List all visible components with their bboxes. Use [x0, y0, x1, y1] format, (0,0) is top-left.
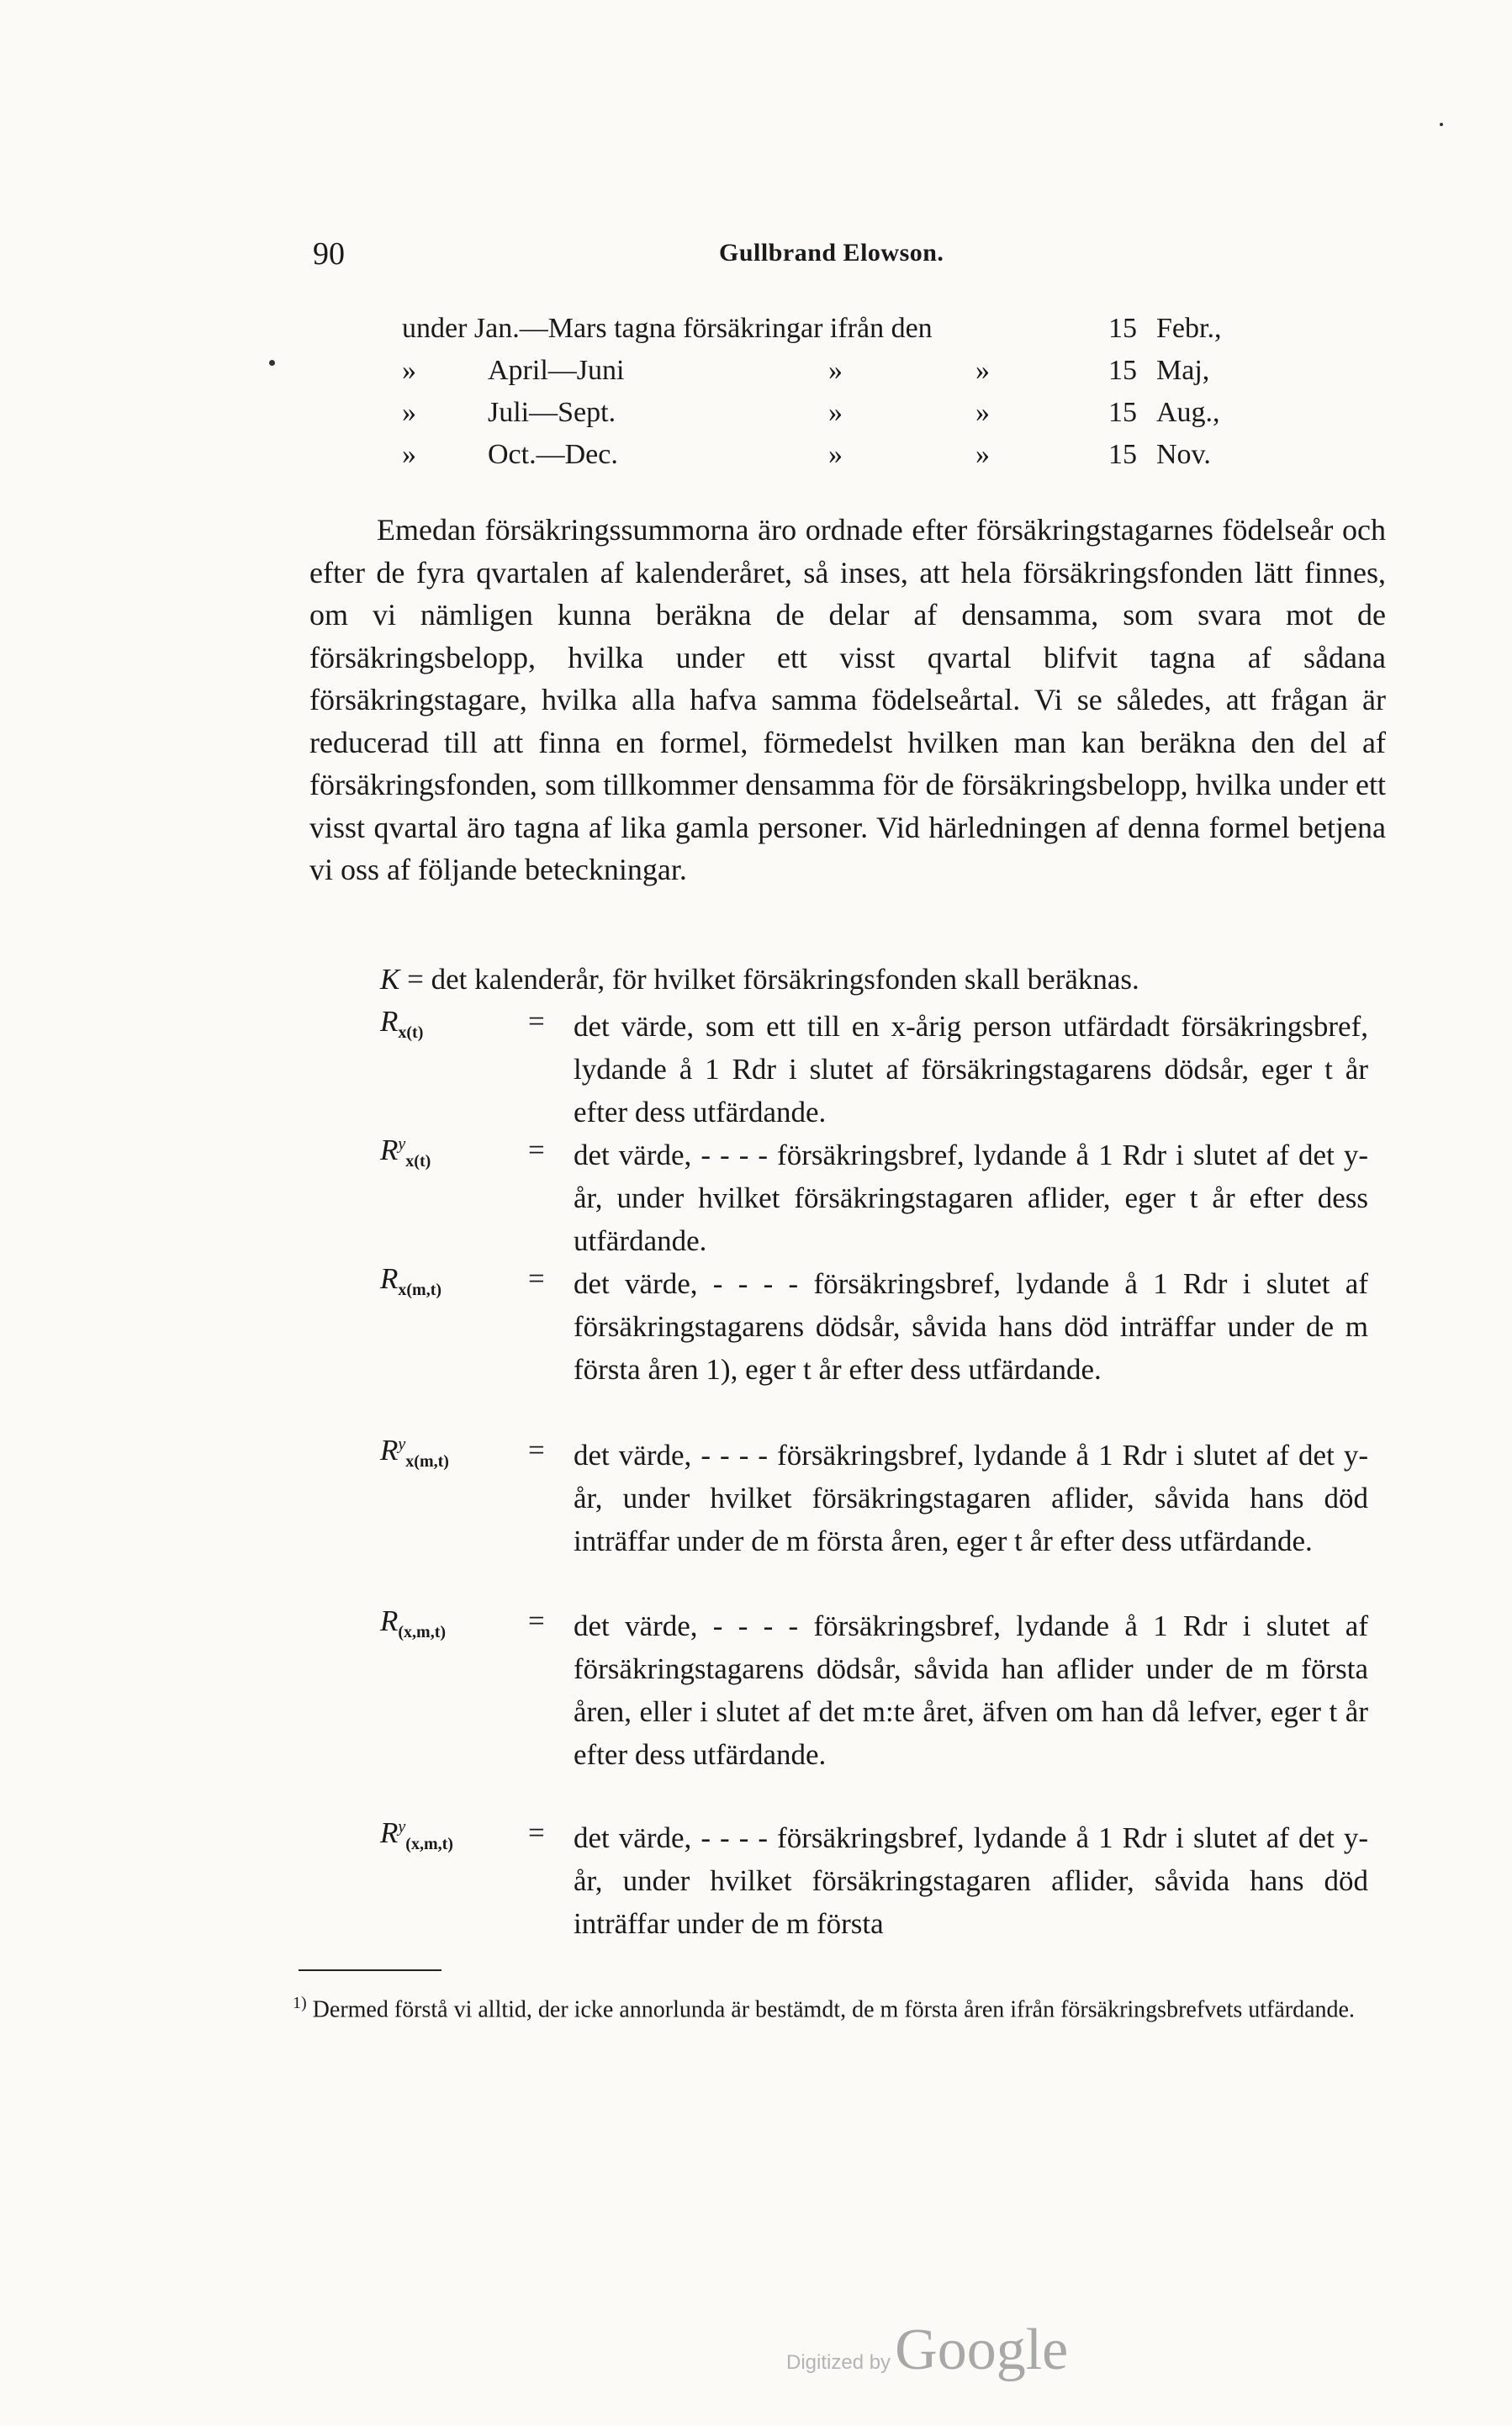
- running-title: Gullbrand Elowson.: [719, 239, 944, 267]
- date-months: Oct.—Dec.: [488, 439, 618, 470]
- definition-K: [380, 963, 1139, 996]
- footnote-rule: [299, 1969, 441, 1971]
- definition-text: det värde, - - - - försäkringsbref, lydande å 1 Rdr i slutet af det y-år, under hvilket försäkringstagaren aflider, såvida hans död inträffar under de m första åren, eger t år efter dess utfärdande.: [574, 1439, 1368, 1557]
- date-months: Juli—Sept.: [488, 397, 616, 428]
- definition-text: det värde, - - - - försäkringsbref, lydande å 1 Rdr i slutet af försäkringstagarens dödsår, såvida han aflider under de m första åren, eller i slutet af det m:te året, äfven om han då lefver, eger t år efter dess utfärdande.: [574, 1609, 1368, 1771]
- ditto-mark: »: [828, 439, 843, 470]
- date-month: Nov.: [1156, 439, 1211, 470]
- definition-symbol: $R_{x(m,t)}$: [380, 1262, 442, 1299]
- date-row: [0, 355, 1512, 397]
- page-number: 90: [313, 236, 345, 272]
- ditto-mark: »: [402, 397, 416, 428]
- ditto-mark: »: [828, 397, 843, 428]
- watermark-logo-text: Google: [895, 2318, 1069, 2382]
- equals-sign: =: [528, 1262, 545, 1295]
- definition-text: det kalenderår, för hvilket försäkringsfonden skall beräknas.: [431, 963, 1139, 996]
- ditto-mark: »: [975, 439, 990, 470]
- ditto-mark: »: [975, 397, 990, 428]
- date-row: [0, 439, 1512, 481]
- date-month: Maj,: [1156, 355, 1210, 386]
- definition-text: det värde, - - - - försäkringsbref, lydande å 1 Rdr i slutet af det y-år, under hvilket försäkringstagaren aflider, såvida hans död inträffar under de m första: [574, 1821, 1368, 1940]
- date-row: [0, 397, 1512, 439]
- equals-sign: =: [528, 1005, 545, 1038]
- ditto-mark: »: [402, 355, 416, 386]
- date-day: 15: [1108, 397, 1137, 428]
- equals-sign: =: [528, 1434, 545, 1467]
- definition-symbol: $R_{(x,m,t)}$: [380, 1604, 447, 1641]
- ditto-mark: »: [402, 439, 416, 470]
- date-row: [0, 313, 1512, 355]
- date-row-label: under Jan.—Mars tagna försäkringar ifrån den: [402, 313, 933, 344]
- definition-symbol: $R^y_{(x,m,t)}$: [380, 1816, 453, 1853]
- date-day: 15: [1108, 313, 1137, 344]
- scan-speck: [1440, 123, 1443, 126]
- running-head: [0, 235, 1512, 277]
- date-month: Aug.,: [1156, 397, 1220, 428]
- footnote-text: Dermed förstå vi alltid, der icke annorlunda är bestämdt, de m första åren ifrån försäkringsbrefvets utfärdande.: [312, 1996, 1355, 2023]
- date-day: 15: [1108, 439, 1137, 470]
- body-paragraph: Emedan försäkringssummorna äro ordnade efter försäkringstagarnes födelseår och efter de fyra qvartalen af kalenderåret, så inses, att hela försäkringsfonden lätt finnes, om vi nämligen kunna beräkna de delar af densamma, som svara mot de försäkringsbelopp, hvilka under ett visst qvartal blifvit tagna af sådana försäkringstagare, hvilka alla hafva samma födelseårtal. Vi se således, att frågan är reducerad till att finna en formel, förmedelst hvilken man kan beräkna den del af försäkringsfonden, som tillkommer densamma för de försäkringsbelopp, hvilka under ett visst qvartal äro tagna af lika gamla personer. Vid härledningen af denna formel betjena vi oss af följande beteckningar.: [309, 513, 1386, 886]
- symbol-K: K: [380, 963, 400, 996]
- date-month: Febr.,: [1156, 313, 1222, 344]
- date-table: [0, 313, 1512, 481]
- definition-text: det värde, - - - - försäkringsbref, lydande å 1 Rdr i slutet af det y-år, under hvilket försäkringstagaren aflider, eger t år efter dess utfärdande.: [574, 1139, 1368, 1257]
- definition-symbol: $R^y_{x(m,t)}$: [380, 1434, 449, 1471]
- equals-sign: =: [528, 1604, 545, 1637]
- footnote-mark: 1): [293, 1994, 307, 2012]
- definition-symbol: $R_{x(t)}$: [380, 1005, 424, 1042]
- definition-symbol: $R^y_{x(t)}$: [380, 1134, 431, 1171]
- ditto-mark: »: [975, 355, 990, 386]
- digitized-watermark: [786, 2317, 1068, 2384]
- equals-sign: =: [528, 1816, 545, 1849]
- definition-text: det värde, - - - - försäkringsbref, lydande å 1 Rdr i slutet af försäkringstagarens dödsår, såvida hans död inträffar under de m första åren 1), eger t år efter dess utfärdande.: [574, 1267, 1368, 1386]
- ditto-mark: »: [828, 355, 843, 386]
- definition-text: det värde, som ett till en x-årig person utfärdadt försäkringsbref, lydande å 1 Rdr i slutet af försäkringstagarens dödsår, eger t år efter dess utfärdande.: [574, 1010, 1368, 1128]
- date-day: 15: [1108, 355, 1137, 386]
- equals-sign: =: [528, 1134, 545, 1166]
- date-months: April—Juni: [488, 355, 625, 386]
- watermark-small-text: Digitized by: [786, 2351, 891, 2374]
- footnote: [293, 1985, 1377, 2028]
- equals-sign: =: [407, 963, 424, 996]
- scan-speck: [269, 360, 275, 366]
